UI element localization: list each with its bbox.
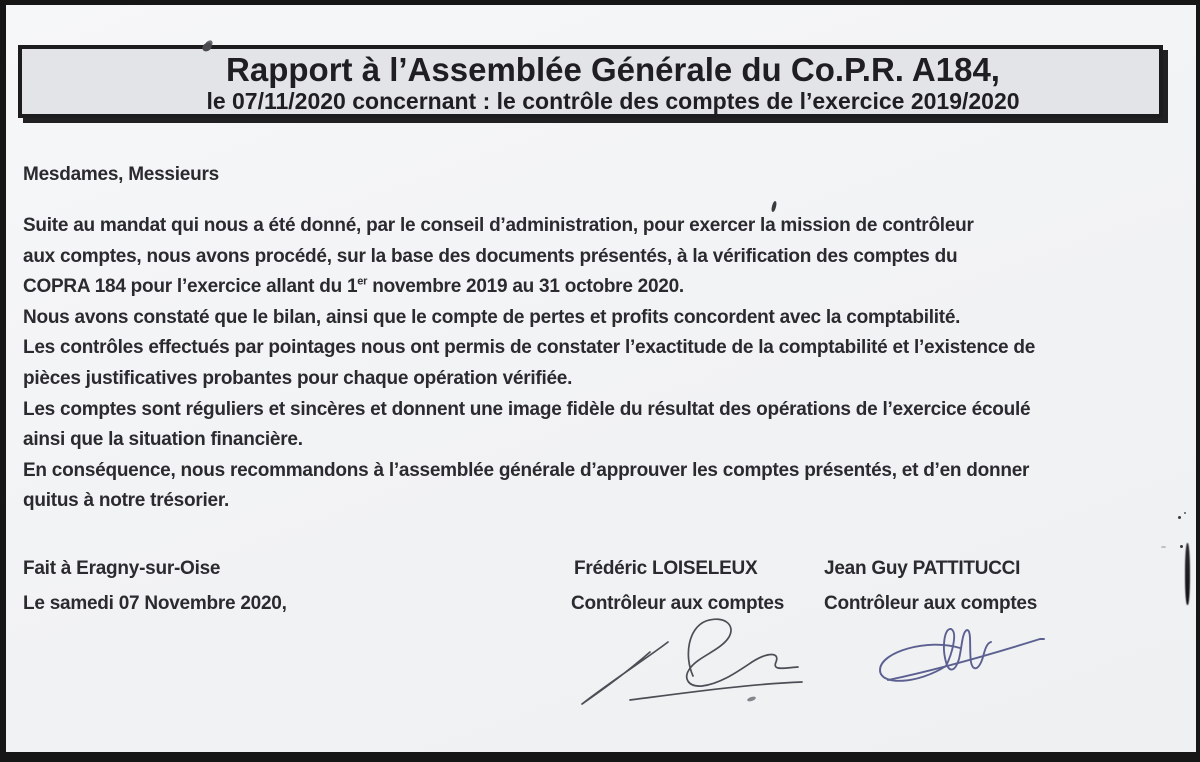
document-title: Rapport à l’Assemblée Générale du Co.P.R. A184, xyxy=(226,51,1000,88)
ordinal-superscript: er xyxy=(357,275,368,288)
ink-speck xyxy=(1161,546,1166,548)
body-line: Suite au mandat qui nous a été donné, par le conseil d’administration, pour exercer la mission de contrôleur xyxy=(23,214,974,236)
closing-date: Le samedi 07 Novembre 2020, xyxy=(23,593,287,614)
title-box xyxy=(18,45,1163,118)
body-line: Nous avons constaté que le bilan, ainsi que le compte de pertes et profits concordent avec la comptabilité. xyxy=(23,306,961,328)
body-line: aux comptes, nous avons procédé, sur la base des documents présentés, à la vérification des comptes du xyxy=(23,245,958,267)
body-line: quitus à notre trésorier. xyxy=(23,490,229,512)
signature-pattitucci-icon xyxy=(872,620,1052,702)
closing-place: Fait à Eragny-sur-Oise xyxy=(23,558,221,579)
body-line-segment: novembre 2019 au 31 octobre 2020. xyxy=(367,276,684,298)
ink-speck xyxy=(1184,512,1186,514)
body-line: Les comptes sont réguliers et sincères et donnent une image fidèle du résultat des opérations de l’exercice écoulé xyxy=(23,398,1031,420)
body-line: Les contrôles effectués par pointages nous ont permis de constater l’exactitude de la comptabilité et l’existence de xyxy=(23,337,1036,359)
body-line: En conséquence, nous recommandons à l’assemblée générale d’approuver les comptes présentés, et d’en donner xyxy=(23,459,1030,481)
document-subtitle: le 07/11/2020 concernant : le contrôle des comptes de l’exercice 2019/2020 xyxy=(206,88,1020,114)
salutation: Mesdames, Messieurs xyxy=(23,164,219,185)
signatory-role: Contrôleur aux comptes xyxy=(824,593,1038,614)
signatory-name: Frédéric LOISELEUX xyxy=(574,558,758,579)
body-line-with-superscript xyxy=(23,272,1035,303)
body-line: pièces justificatives probantes pour chaque opération vérifiée. xyxy=(23,367,573,389)
scan-edge-smudge xyxy=(1185,543,1190,605)
document-body xyxy=(23,160,1035,517)
signatory-name: Jean Guy PATTITUCCI xyxy=(824,558,1021,579)
signature-loiseleux-icon xyxy=(572,612,807,717)
body-line-segment: COPRA 184 pour l’exercice allant du 1 xyxy=(23,276,358,298)
ink-speck xyxy=(1180,545,1183,548)
signatory-role: Contrôleur aux comptes xyxy=(571,593,785,614)
body-line: ainsi que la situation financière. xyxy=(23,429,303,451)
ink-speck xyxy=(1178,516,1181,519)
